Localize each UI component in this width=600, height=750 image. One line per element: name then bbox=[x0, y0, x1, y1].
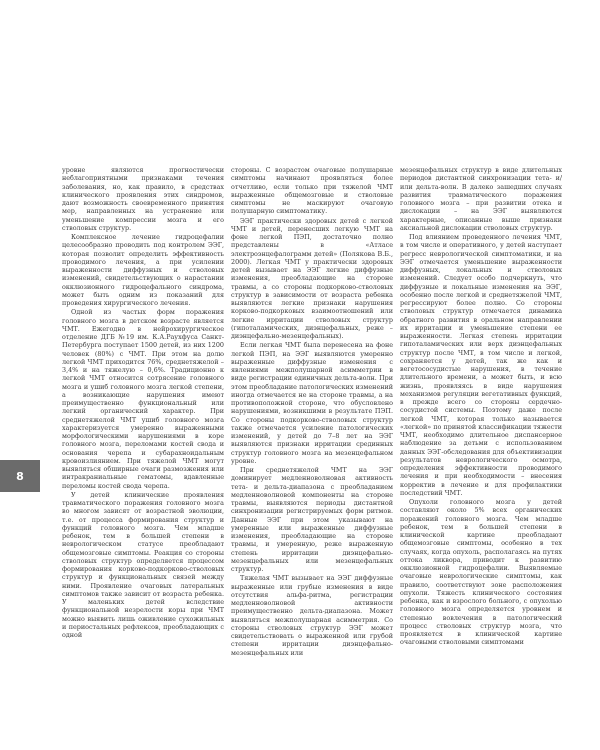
page-number-tab: 8 bbox=[0, 460, 40, 492]
paragraph: Если легкая ЧМТ была перенесена на фоне легкой ПЭП, на ЭЭГ выявляются умеренно выраженные диффузные изменения с явлениями межполушарной асимметрии в виде регистрации единичных дельта-волн. При этом преобладание патологических изменений иногда отмечается не на стороне травмы, а на противоположной стороне, что обусловлено нарушениями, возникшими в результате ПЭП. Со стороны подкорково-стволовых структур также отмечается усиление патологических изменений, у детей до 7–8 лет на ЭЭГ выявляются признаки ирритации срединных структур головного мозга на мезенцефальном уровне. bbox=[231, 341, 393, 465]
paragraph: уровне являются прогностически неблагоприятными признаками течения заболевания, но, как правило, в средствах клинического проявления этих синдромов, дают возможность своевременного принятия мер, направленных на устранение или уменьшение компрессии мозга и его стволовых структур. bbox=[62, 166, 224, 232]
text-column-2 bbox=[231, 166, 393, 726]
paragraph: стороны. С возрастом очаговые полушарные симптомы начинают проявляться более отчетливо, если только при тяжелой ЧМТ выраженные общемозговые и стволовые симптомы не маскируют очаговую полушарную симптоматику. bbox=[231, 166, 393, 216]
paragraph: Опухоли головного мозга у детей составляют около 5% всех органических поражений головного мозга. Чем младше ребенок, тем в большей степени в клинической картине преобладают общемозговые симптомы, особенно в тех случаях, когда опухоль, располагаясь на путях оттока ликвора, приводит к развитию окклюзионной гидроцефалии. Выявляемые очаговые неврологические симптомы, как правило, соответствуют зоне расположения опухоли. Тяжесть клинического состояния ребенка, как и взрослого больного, с опухолью головного мозга определяется уровнем и степенью вовлечения в патологический процесс стволовых структур мозга, что проявляется в клинической картине очаговыми стволовыми симптомами bbox=[400, 498, 562, 647]
text-column-1 bbox=[62, 166, 224, 726]
paragraph: ЭЭГ практически здоровых детей с легкой ЧМТ и детей, перенесших легкую ЧМТ на фоне легкой ПЭП, достаточно полно представлены в «Атласе электроэнцефалограмм детей» (Полякова В.Б., 2000). Легкая ЧМТ у практически здоровых детей вызывает на ЭЭГ легкие диффузные изменения, преобладающие на стороне травмы, а со стороны подкорково-стволовых структур в зависимости от возраста ребенка выявляются легкие признаки нарушения корково-подкорковых взаимоотношений или легкие ирритации стволовых структур (гипоталамических, диэнцефальных, реже – диэнцефально-мезенцефальных). bbox=[231, 216, 393, 340]
paragraph: У детей клинические проявления травматического поражения головного мозга во многом зависят от возрастной эволюции, т.е. от процесса формирования структур и функций головного мозга. Чем младше ребенок, тем в большей степени в неврологическом статусе преобладают общемозговые симптомы. Реакция со стороны стволовых структур определяется процессом формирования корково-подкорково-стволовых структур и функциональных связей между ними. Проявление очаговых латеральных симптомов также зависит от возраста ребенка. У маленьких детей вследствие функциональной незрелости коры при ЧМТ можно выявить лишь оживление сухожильных и периостальных рефлексов, преобладающих с одной bbox=[62, 490, 224, 639]
text-columns bbox=[62, 166, 562, 726]
paragraph: Под влиянием проведенного лечения ЧМТ, в том числе и оперативного, у детей наступает регресс неврологической симптоматики, и на ЭЭГ отмечается уменьшение выраженности диффузных, локальных и стволовых изменений. Следует особо подчеркнуть, что диффузные и локальные изменения на ЭЭГ, особенно после легкой и среднетяжелой ЧМТ, регрессируют более полно. Со стороны стволовых структур отмечается динамика обратного развития в оральном направлении их ирритации и уменьшение степени ее выраженности. Легкая степень ирритации гипоталамических или верх диэнцефальных структур после ЧМТ, в том числе и легкой, сохраняется у детей, так же как и вегетососудистые нарушения, в течение длительного времени, а может быть, и всю жизнь, проявляясь в виде нарушения механизмов регуляции вегетативных функций, в прежде всего со стороны сердечно-сосудистой системы. Поэтому даже после легкой ЧМТ, которая только называется «легкой» по принятой классификации тяжести ЧМТ, необходимо длительное диспансерное наблюдение за детьми с использованием данных ЭЭГ-обследования для объективизации результатов неврологического осмотра, определения эффективности проводимого лечения и при необходимости – внесения корректив в лечение и для профилактики последствий ЧМТ. bbox=[400, 233, 562, 497]
paragraph: При среднетяжелой ЧМТ на ЭЭГ доминирует медленноволновая активность тета- и дельта-диапазона с преобладанием медленноволновой компоненты на стороне травмы, выявляются периоды дистантной синхронизации регистрируемых форм ритмов. Данные ЭЭГ при этом указывают на умеренные или выраженные диффузные изменения, преобладающие на стороне травмы, и умеренную, реже выраженную степень ирритации диэнцефально-мезенцефальных или мезенцефальных структур. bbox=[231, 466, 393, 573]
paragraph: мезенцефальных структур в виде длительных периодов дистантной синхронизации тета- и/или дельта-волн. В далеко зашедших случаях развития травматического поражения головного мозга – при развитии отека и дислокации – на ЭЭГ выявляются характерные, описанные выше признаки аксиальной дислокации стволовых структур. bbox=[400, 166, 562, 232]
paragraph: Одной из частых форм поражения головного мозга в детском возрасте является ЧМТ. Ежегодно в нейрохирургическое отделение ДГБ №19 им. К.А.Раухфуса Санкт-Петербурга поступает 1500 детей, из них 1200 человек (80%) с ЧМТ. При этом на долю легкой ЧМТ приходится 76%, среднетяжелой – 3,4% и на тяжелую – 0,6%. Традиционно к легкой ЧМТ относится сотрясение головного мозга и ушиб головного мозга легкой степени, а возникающие нарушения имеют преимущественно функциональный или легкий органический характер. При среднетяжелой ЧМТ ушиб головного мозга характеризуется умеренно выраженными морфологическими нарушениями в коре головного мозга, переломами костей свода и основания черепа и субарахноидальным кровоизлиянием. При тяжелой ЧМТ могут выявляться обширные очаги размозжения или интракраниальные гематомы, вдавленные переломы костей свода черепа. bbox=[62, 308, 224, 490]
paragraph: Тяжелая ЧМТ вызывает на ЭЭГ диффузные выраженные или грубые изменения в виде отсутствия альфа-ритма, регистрации медленноволновой активности преимущественно дельта-диапазона. Может выявляться межполушарная асимметрия. Со стороны стволовых структур ЭЭГ может свидетельствовать о выраженной или грубой степени ирритации диэнцефально-мезенцефальных или bbox=[231, 574, 393, 657]
text-column-3 bbox=[400, 166, 562, 726]
paragraph: Комплексное лечение гидроцефалии целесообразно проводить под контролем ЭЭГ, которая позволит определить эффективность проводимого лечения, а при усилении выраженности диффузных и стволовых изменений, свидетельствующих о нарастании окклюзионного гидроцефального синдрома, может быть одним из показаний для проведения хирургического лечения. bbox=[62, 233, 224, 307]
